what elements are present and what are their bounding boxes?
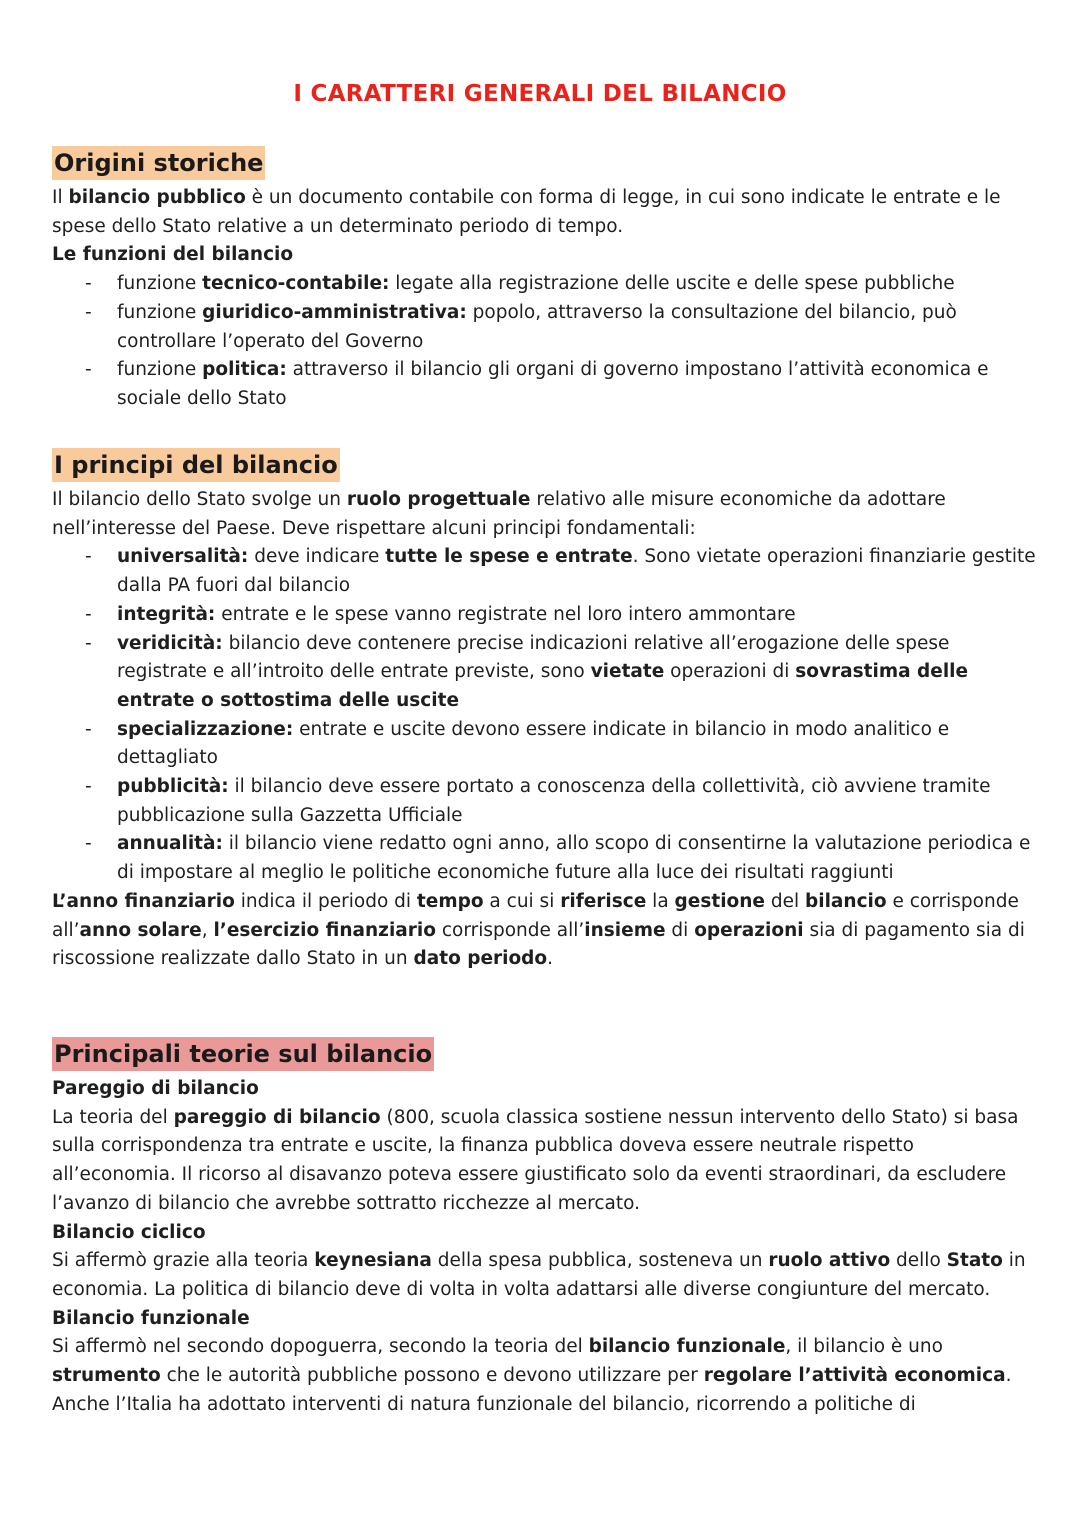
text-run: Si affermò grazie alla teoria: [52, 1250, 315, 1272]
text-run: indica il periodo di: [234, 890, 417, 912]
section-origini-storiche: [52, 146, 1042, 414]
text-run: corrisponde all’: [435, 919, 585, 941]
bold-text: tecnico-contabile:: [202, 273, 390, 295]
section-teorie-bilancio: [52, 1037, 1042, 1419]
bold-text: ruolo progettuale: [346, 489, 531, 510]
text-run: , il bilancio è uno: [785, 1336, 943, 1358]
bold-text: tempo: [416, 890, 484, 912]
text-run: e corrisponde all’: [52, 890, 1019, 941]
list-item: [52, 543, 1042, 600]
paragraph: [52, 1104, 1042, 1219]
text-run: Il: [52, 187, 69, 208]
text-run: in economia. La politica di bilancio deve di volta in volta adattarsi alle diverse congiunture del mercato.: [52, 1250, 1026, 1300]
bold-text: insieme: [584, 919, 666, 941]
bold-text: strumento: [52, 1365, 161, 1387]
text-run: funzione: [117, 273, 203, 295]
section-heading: Principali teorie sul bilancio: [52, 1037, 434, 1071]
text-run: dello: [890, 1250, 947, 1272]
bold-text: l’esercizio finanziario: [213, 919, 436, 941]
text-run: entrate e uscite devono essere indicate in bilancio in modo analitico e dettagliato: [117, 718, 950, 769]
bold-text: gestione: [674, 890, 765, 912]
bold-text: bilancio: [805, 890, 887, 912]
text-run: entrate e le spese vanno registrate nel loro intero ammontare: [215, 603, 796, 625]
text-run: deve indicare: [248, 546, 386, 568]
subheading: Le funzioni del bilancio: [52, 244, 294, 266]
list-item: [52, 773, 1042, 830]
bold-text: universalità:: [117, 546, 249, 568]
bold-text: pareggio di bilancio: [173, 1106, 381, 1128]
text-run: bilancio deve contenere precise indicazioni relative all’erogazione delle spese registrate e all’introito delle entrate previste, sono: [117, 632, 950, 683]
bold-text: bilancio pubblico: [68, 187, 246, 208]
bullet-list: [52, 543, 1042, 887]
text-run: attraverso il bilancio gli organi di governo impostano l’attività economica e sociale dello Stato: [117, 359, 989, 409]
text-run: che le autorità pubbliche possono e devono utilizzare per: [160, 1365, 704, 1387]
subheading: Bilancio ciclico: [52, 1221, 206, 1243]
bold-text: bilancio funzionale: [588, 1336, 786, 1358]
text-run: a cui si: [483, 890, 561, 912]
section-principi-bilancio: [52, 448, 1042, 974]
list-item: [52, 830, 1042, 887]
bold-text: keynesiana: [314, 1250, 432, 1272]
bold-text: tutte le spese e entrate: [385, 546, 633, 568]
text-run: La teoria del: [52, 1106, 174, 1128]
text-run: (800, scuola classica sostiene nessun intervento dello Stato) si basa sulla corrispondenza tra entrate e uscite, la finanza pubblica doveva essere neutrale rispetto all’economia. Il ricorso al disavanzo poteva essere giustificato solo da eventi straordinari, da escludere l’avanzo di bilancio che avrebbe sottratto ricchezze al mercato.: [52, 1106, 1019, 1214]
text-run: del: [764, 890, 805, 912]
text-run: sia di pagamento sia di riscossione realizzate dallo Stato in un: [52, 919, 1025, 970]
text-run: funzione: [117, 301, 203, 323]
text-run: . Anche l’Italia ha adottato interventi di natura funzionale del bilancio, ricorrendo a politiche di: [52, 1365, 1012, 1415]
bold-text: pubblicità:: [117, 776, 229, 798]
subheading: Pareggio di bilancio: [52, 1078, 259, 1099]
bold-text: Stato: [946, 1250, 1003, 1272]
bold-text: L’anno finanziario: [52, 890, 235, 912]
bold-text: veridicità:: [117, 632, 223, 654]
text-run: della spesa pubblica, sosteneva un: [431, 1250, 769, 1272]
section-heading: Origini storiche: [52, 146, 265, 180]
text-run: la: [646, 890, 675, 912]
list-item: [52, 270, 1042, 299]
paragraph: [52, 1247, 1042, 1304]
document-title: I CARATTERI GENERALI DEL BILANCIO: [293, 81, 787, 107]
bold-text: riferisce: [560, 890, 647, 912]
text-run: . Sono vietate operazioni finanziarie gestite dalla PA fuori dal bilancio: [117, 546, 1036, 597]
bold-text: politica:: [202, 359, 287, 381]
text-run: operazioni di: [664, 661, 796, 683]
bold-text: operazioni: [694, 919, 804, 941]
section-heading: I principi del bilancio: [52, 448, 340, 482]
text-run: ,: [201, 919, 214, 941]
text-run: relativo alle misure economiche da adottare nell’interesse del Paese. Deve rispettare alcuni principi fondamentali:: [52, 489, 946, 539]
bold-text: ruolo attivo: [768, 1250, 891, 1272]
bold-text: specializzazione:: [117, 718, 294, 740]
text-run: funzione: [117, 359, 203, 381]
paragraph: [52, 1333, 1042, 1419]
bullet-list: [52, 270, 1042, 414]
text-run: il bilancio deve essere portato a conoscenza della collettività, ciò avviene tramite pubblicazione sulla Gazzetta Ufficiale: [117, 776, 991, 826]
bold-text: vietate: [590, 661, 665, 683]
text-run: il bilancio viene redatto ogni anno, allo scopo di consentirne la valutazione periodica e di impostare al meglio le politiche economiche future alla luce dei risultati raggiunti: [117, 833, 1031, 884]
text-run: Si affermò nel secondo dopoguerra, secondo la teoria del: [52, 1336, 589, 1358]
list-item: [52, 356, 1042, 413]
list-item: [52, 299, 1042, 356]
bold-text: regolare l’attività economica: [703, 1365, 1006, 1387]
paragraph: [52, 888, 1042, 974]
bold-text: giuridico-amministrativa:: [202, 301, 467, 323]
list-item: [52, 630, 1042, 716]
text-run: popolo, attraverso la consultazione del bilancio, può controllare l’operato del Governo: [117, 301, 957, 352]
bold-text: integrità:: [117, 603, 216, 625]
bold-text: annualità:: [117, 833, 223, 855]
paragraph: [52, 184, 1042, 241]
bold-text: sovrastima delle entrate o sottostima delle uscite: [117, 661, 969, 711]
list-item: [52, 601, 1042, 630]
paragraph: [52, 486, 1042, 543]
text-run: di: [665, 919, 695, 941]
text-run: .: [547, 948, 554, 970]
theory-blocks: [52, 1075, 1042, 1419]
list-item: [52, 716, 1042, 773]
bold-text: dato periodo: [413, 948, 548, 970]
subheading: Bilancio funzionale: [52, 1307, 250, 1329]
text-run: è un documento contabile con forma di legge, in cui sono indicate le entrate e le spese dello Stato relative a un determinato periodo di tempo.: [52, 187, 1001, 237]
bold-text: anno solare: [79, 919, 202, 941]
text-run: legate alla registrazione delle uscite e delle spese pubbliche: [389, 273, 955, 295]
text-run: Il bilancio dello Stato svolge un: [52, 489, 347, 510]
